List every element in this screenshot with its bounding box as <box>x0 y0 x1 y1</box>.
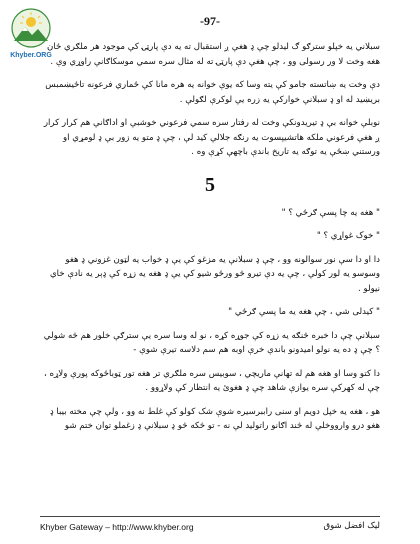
logo-text: Khyber.ORG <box>10 52 52 59</box>
footer-author: ليک افضل شوق <box>323 521 380 531</box>
paragraph: " خوک غواړي ؟ " <box>316 231 380 241</box>
paragraph: نوبلې خوانه بې ډ تيريدونکې وخت له رفتار سره سمي فرعوني خوشبې او اداګانې هم کرار کرار ږ هغې فرعوني ملکه هاتشيپسوت يه رنګه جلالې کيد لې ، چې ډ متو يه زور بې ډ لومړي او ورستني ښځې يه توګه يه تاريخ باندې باچهې کړې وه . <box>43 118 380 157</box>
paragraph: هو ، هغه يه خپل دويم او سنی راببرسيره شوې شک کولو کې غلط نه وو ، ولې چې مخته بيبا ډ هغو درو وارووخلې له څند اګانو راتوليد لې نه - تو څکه څو ډ سبلانې ډ زغملو توان ختم شو <box>49 406 380 431</box>
chapter-number: 5 <box>205 173 215 196</box>
paragraph: سبلانې چې دا خبره څنګه يه زړه کې جوړه کړه ، نو له وسا سره يې سترګې خلور هم څه شولي ؟ چې ډ ده يه نولو اميدونو باندې خرې اوبه هم سم دلاسه تيرې شوې - <box>43 330 380 355</box>
paragraph: دا کتو وسا او هغه هم له تهانې ماريچي ، سوبيس سره ملګري تر هغه تور ټوباځوکه پورې ولاړه ، چې له کهرکې سره يوازې شاهد چې ډ هغوئ يه انتظار کې ولاړوو . <box>44 368 380 393</box>
paragraph: سبلاني يه خپلو سترګو ګ ليدلو چې ډ هغې ږ استقبال ته يه دې پارټۍ کې موجود هر ملګري ځان هغه وخت لا ور رسولی وو ، چې هغې دې پارټۍ ته له مثال سره سمي موسکاګانې راوړي وې . <box>47 42 380 67</box>
footer-site-link[interactable]: Khyber Gateway – http://www.khyber.org <box>40 522 194 532</box>
paragraph: دې وخت يه ښاتسته جامو کې يته وسا که يوې خوانه يه هره مانا کې ځماري فرعونه تاځيښمبس بريښيد له او ډ سبلانې خوارکې يه زره يې لوکرې لګولې . <box>45 80 380 105</box>
paragraph: " کيدلی شي ، چې هغه يه ما پسې ګرځي " <box>228 307 380 317</box>
paragraph: " هغه يه چا پسې ګرځي ؟ " <box>281 207 380 218</box>
page-footer <box>40 516 380 535</box>
paragraph: دا او دا سې نور سوالونه وو ، چې ډ سبلانې يه مزغو کې يې ډ خواب يه لټون غزوني ډ هغو وسوسو يه لور کولې ، چې يه دې تيرو څو ورځو شيو کې يې ډ هغه يه زړه کې ډېر يه نادې خاي نيولو . <box>49 254 380 294</box>
page-number: -97- <box>200 14 220 28</box>
page-content <box>40 40 380 443</box>
